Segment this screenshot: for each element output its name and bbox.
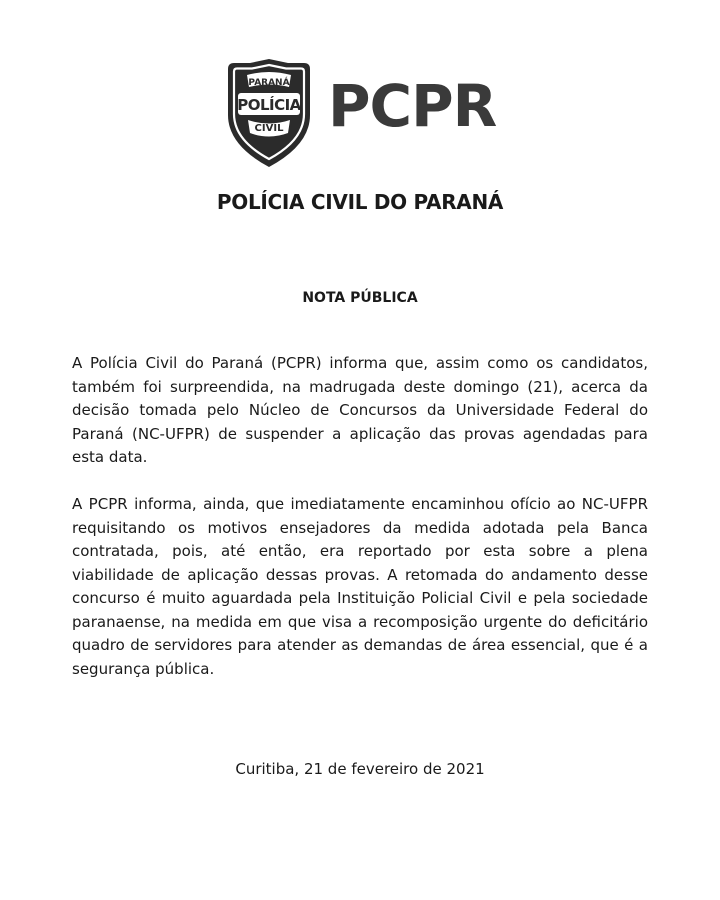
brand-wordmark: PCPR	[328, 72, 497, 140]
header-logo	[226, 57, 506, 169]
paragraph-1: A Polícia Civil do Paraná (PCPR) informa que, assim como os candidatos, também foi surpreendida, na madrugada deste domingo (21), acerca da decisão tomada pelo Núcleo de Concursos da Universidade Federal do Paraná (NC-UFPR) de suspender a aplicação das provas agendadas para esta data.	[72, 354, 648, 466]
organization-name: POLÍCIA CIVIL DO PARANÁ	[216, 190, 504, 214]
paragraph-2: A PCPR informa, ainda, que imediatamente encaminhou ofício ao NC-UFPR requisitando os motivos ensejadores da medida adotada pela Banca contratada, pois, até então, era reportado por esta sobre a plena viabilidade de aplicação dessas provas. A retomada do andamento desse concurso é muito aguardada pela Instituição Policial Civil e pela sociedade paranaense, na medida em que visa a recomposição urgente do deficitário quadro de servidores para atender as demandas de área essencial, que é a segurança pública.	[72, 495, 648, 678]
badge-text-bottom: CIVIL	[254, 123, 284, 134]
police-badge-logo	[226, 57, 312, 169]
badge-text-top: PARANÁ	[248, 78, 290, 88]
document-title: NOTA PÚBLICA	[302, 290, 418, 306]
place-and-date: Curitiba, 21 de fevereiro de 2021	[235, 760, 485, 778]
badge-text-middle: POLÍCIA	[237, 96, 301, 114]
shield-icon	[226, 57, 312, 169]
